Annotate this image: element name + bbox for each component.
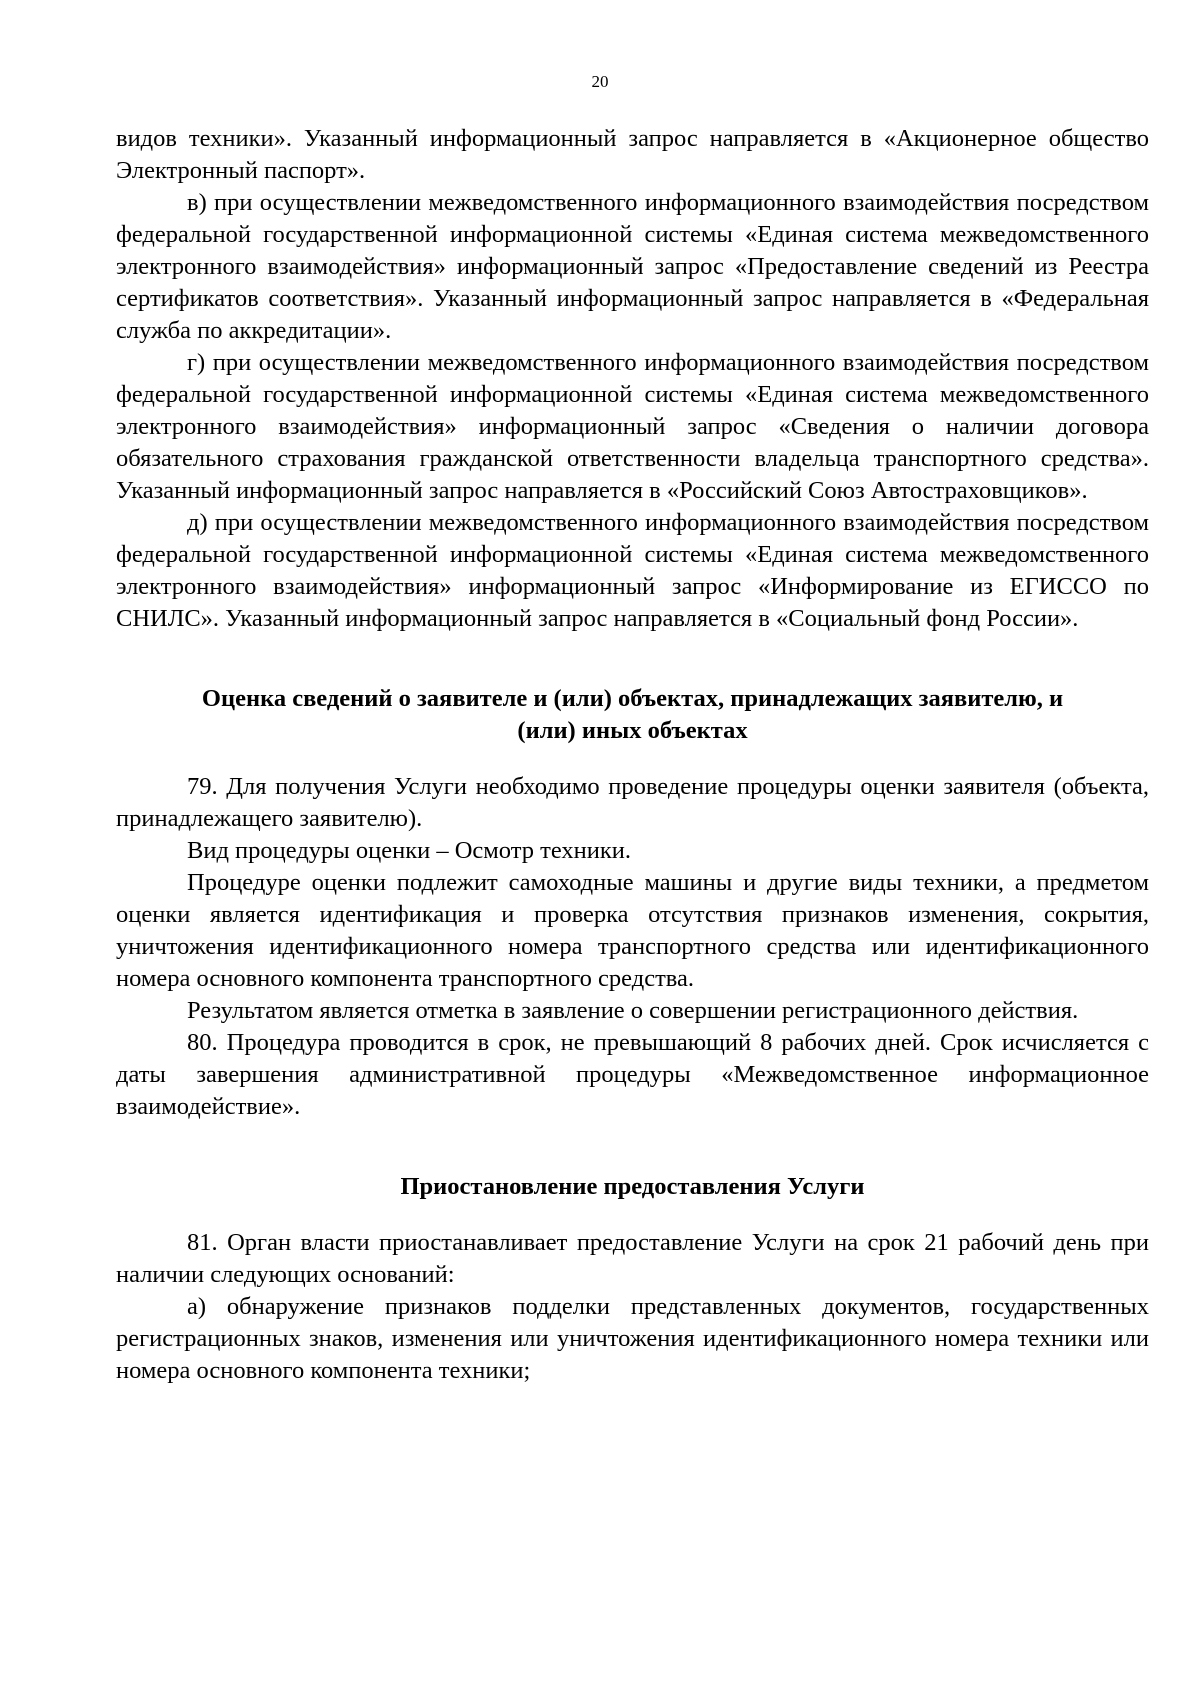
spacer — [116, 1123, 1149, 1171]
paragraph: 80. Процедура проводится в срок, не превышающий 8 рабочих дней. Срок исчисляется с даты завершения административной процедуры «Межведомственное информационное взаимодействие». — [116, 1029, 1149, 1120]
paragraph: в) при осуществлении межведомственного информационного взаимодействия посредством федеральной государственной информационной системы «Единая система межведомственного электронного взаимодействия» информационный запрос «Предоставление сведений из Реестра сертификатов соответствия». Указанный информационный запрос направляется в «Федеральная служба по аккредитации». — [116, 189, 1149, 344]
document-body — [116, 123, 1149, 1387]
paragraph: а) обнаружение признаков подделки представленных документов, государственных регистрационных знаков, изменения или уничтожения идентификационного номера техники или номера основного компонента техники; — [116, 1293, 1149, 1384]
paragraph: видов техники». Указанный информационный запрос направляется в «Акционерное общество Электронный паспорт». — [116, 125, 1149, 184]
paragraph: 79. Для получения Услуги необходимо проведение процедуры оценки заявителя (объекта, принадлежащего заявителю). — [116, 773, 1149, 832]
paragraph: Процедуре оценки подлежит самоходные машины и другие виды техники, а предметом оценки является идентификация и проверка отсутствия признаков изменения, сокрытия, уничтожения идентификационного номера транспортного средства или идентификационного номера основного компонента транспортного средства. — [116, 869, 1149, 992]
paragraph: Вид процедуры оценки – Осмотр техники. — [187, 837, 631, 864]
heading-line: Оценка сведений о заявителе и (или) объектах, принадлежащих заявителю, и — [201, 685, 1064, 712]
section-heading-assessment — [116, 683, 1149, 747]
page-number: 20 — [591, 72, 609, 91]
section-heading-suspension: Приостановление предоставления Услуги — [400, 1173, 865, 1200]
paragraph: д) при осуществлении межведомственного информационного взаимодействия посредством федеральной государственной информационной системы «Единая система межведомственного электронного взаимодействия» информационный запрос «Информирование из ЕГИССО по СНИЛС». Указанный информационный запрос направляется в «Социальный фонд России». — [116, 509, 1149, 632]
paragraph: 81. Орган власти приостанавливает предоставление Услуги на срок 21 рабочий день при наличии следующих оснований: — [116, 1229, 1149, 1288]
paragraph: г) при осуществлении межведомственного информационного взаимодействия посредством федеральной государственной информационной системы «Единая система межведомственного электронного взаимодействия» информационный запрос «Сведения о наличии договора обязательного страхования гражданской ответственности владельца транспортного средства». Указанный информационный запрос направляется в «Российский Союз Автостраховщиков». — [116, 349, 1149, 504]
heading-line: (или) иных объектах — [517, 717, 748, 744]
spacer — [116, 635, 1149, 683]
paragraph: Результатом является отметка в заявление о совершении регистрационного действия. — [187, 997, 1079, 1024]
spacer — [116, 1203, 1149, 1227]
spacer — [116, 747, 1149, 771]
